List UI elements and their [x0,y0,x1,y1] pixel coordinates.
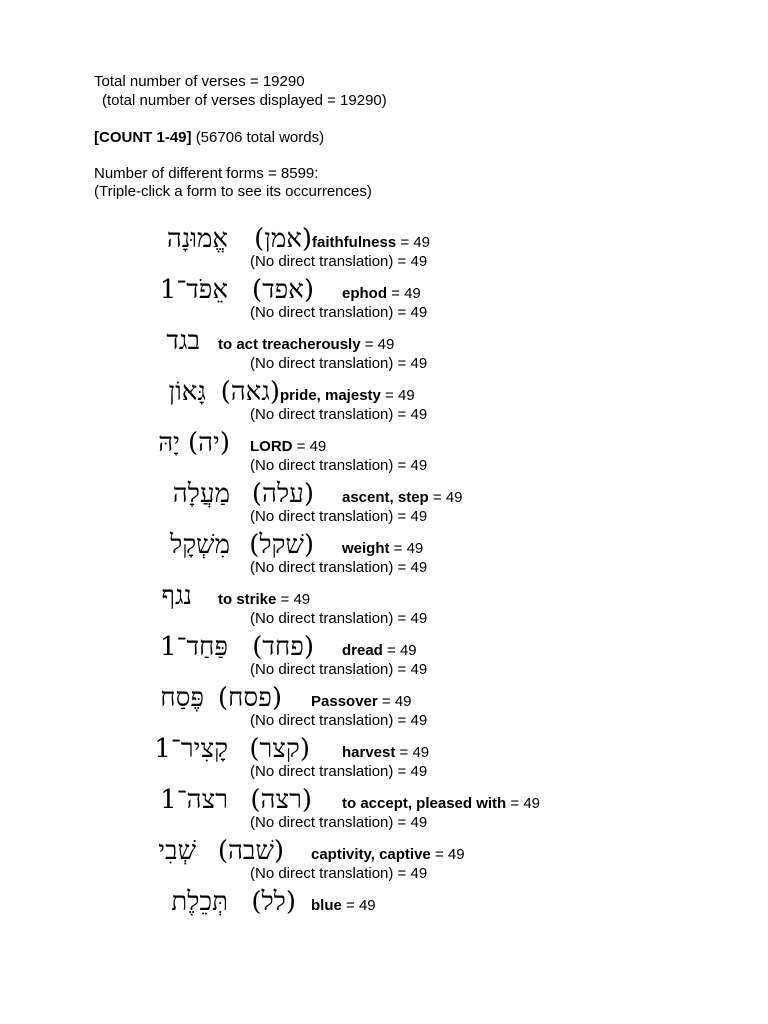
hebrew-root: (אמן) [254,224,312,254]
gloss-count: = 49 [276,591,311,608]
gloss-count: = 49 [387,285,421,302]
gloss-count: = 49 [430,846,465,863]
hebrew-root: (פסח) [217,683,282,713]
gloss-line [311,897,376,915]
gloss-text: harvest [342,744,396,761]
gloss-text: captivity, captive [311,846,431,863]
gloss-count: = 49 [292,438,327,455]
hebrew-word[interactable]: פֶּסַח [160,683,204,713]
hebrew-word[interactable]: מַעֲלָה [172,479,230,509]
hebrew-word[interactable]: שְׁבִי [158,836,196,866]
translation-count-line: (No direct translation) = 49 [250,763,428,780]
total-words-text: (56706 total words) [195,129,325,146]
gloss-text: dread [342,642,383,659]
translation-count-line: (No direct translation) = 49 [250,610,428,627]
gloss-count: = 49 [382,642,417,659]
gloss-text: ascent, step [342,489,429,506]
gloss-text: blue [311,897,342,914]
hebrew-root: (קצר) [249,734,310,764]
gloss-count: = 49 [396,234,430,251]
hebrew-root: (שׁקל) [249,530,314,560]
translation-count-line: (No direct translation) = 49 [250,712,428,729]
translation-count-line: (No direct translation) = 49 [250,457,428,474]
gloss-count: = 49 [395,744,430,761]
hebrew-root: (יה) [187,428,230,458]
hebrew-word[interactable]: נגף [161,581,192,611]
gloss-line [218,336,394,354]
hebrew-word[interactable]: אֱמוּנָה [166,224,228,254]
gloss-count: = 49 [506,795,540,812]
hebrew-root: (רצה) [250,785,312,815]
displayed-verses-text: (total number of verses displayed = 19290) [102,92,387,109]
hebrew-word[interactable]: בגד [166,326,200,356]
instruction-text: (Triple-click a form to see its occurrences) [94,183,372,200]
hebrew-word[interactable]: מִשְׁקָל [170,530,230,560]
hebrew-root: (שׁבה) [217,836,284,866]
hebrew-word[interactable]: רצה־1 [160,785,228,815]
gloss-count: = 49 [341,897,376,914]
gloss-text: faithfulness [312,234,397,251]
hebrew-word[interactable]: אֵפֹד־1 [159,275,228,305]
gloss-text: LORD [250,438,293,455]
hebrew-word[interactable]: גָּאוֹן [168,377,206,407]
gloss-line [342,489,463,507]
hebrew-word[interactable]: קָצִיר־1 [154,734,228,764]
hebrew-root: (אפד) [251,275,314,305]
gloss-count: = 49 [380,387,415,404]
gloss-count: = 49 [389,540,424,557]
translation-count-line: (No direct translation) = 49 [250,814,428,831]
gloss-line [311,693,412,711]
gloss-text: to accept, pleased with [342,795,507,812]
gloss-text: ephod [342,285,387,302]
hebrew-word[interactable]: יָהּ [158,428,180,458]
gloss-line [280,387,415,405]
total-verses-text: Total number of verses = 19290 [94,73,305,90]
gloss-count: = 49 [360,336,395,353]
hebrew-root: (פחד) [252,632,314,662]
gloss-line [342,744,429,762]
hebrew-root: (לל) [251,887,296,917]
gloss-count: = 49 [428,489,463,506]
hebrew-word[interactable]: פַּחַד־1 [159,632,228,662]
count-line [94,129,324,147]
hebrew-root: (עלה) [251,479,314,509]
gloss-line [250,438,326,456]
count-label: [COUNT 1-49] [94,129,192,146]
gloss-line [342,540,423,558]
translation-count-line: (No direct translation) = 49 [250,406,428,423]
gloss-text: pride, majesty [280,387,381,404]
gloss-line [342,642,417,660]
translation-count-line: (No direct translation) = 49 [250,508,428,525]
translation-count-line: (No direct translation) = 49 [250,304,428,321]
gloss-text: to strike [218,591,277,608]
gloss-line [312,234,430,252]
translation-count-line: (No direct translation) = 49 [250,661,428,678]
translation-count-line: (No direct translation) = 49 [250,355,428,372]
gloss-line [342,795,540,813]
forms-count-text: Number of different forms = 8599: [94,165,319,182]
gloss-line [311,846,465,864]
gloss-text: Passover [311,693,378,710]
translation-count-line: (No direct translation) = 49 [250,559,428,576]
hebrew-root: (גאה) [220,377,280,407]
gloss-text: weight [342,540,390,557]
gloss-count: = 49 [377,693,412,710]
gloss-line [218,591,310,609]
gloss-line [342,285,421,303]
translation-count-line: (No direct translation) = 49 [250,253,428,270]
translation-count-line: (No direct translation) = 49 [250,865,428,882]
hebrew-word[interactable]: תְּכֵלֶת [171,887,228,917]
gloss-text: to act treacherously [218,336,361,353]
